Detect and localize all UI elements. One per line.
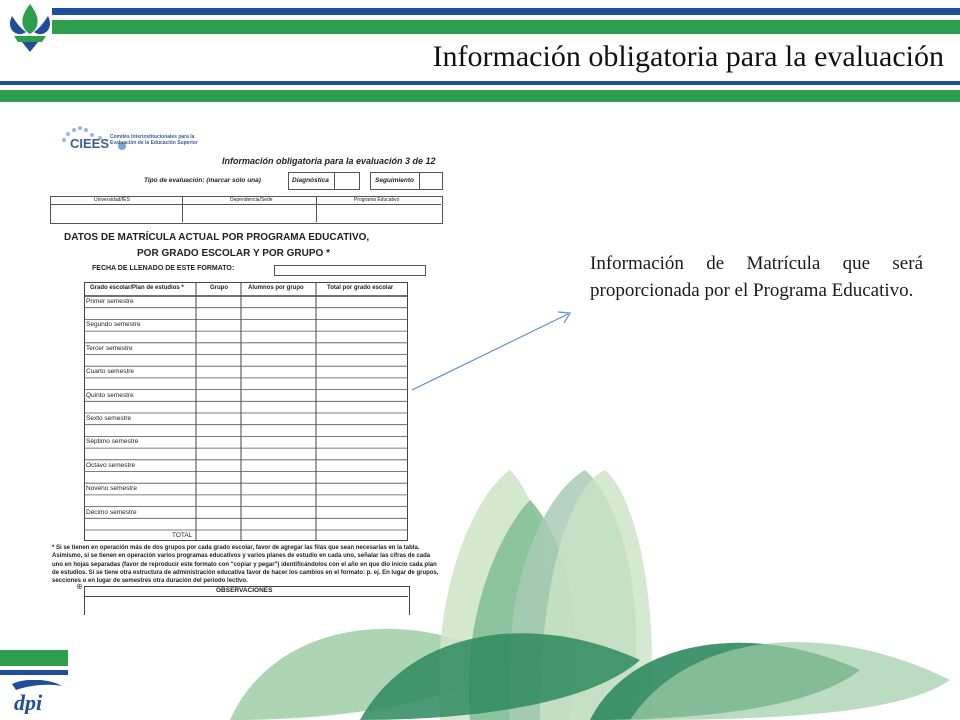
th-grupo: Grupo: [210, 285, 228, 291]
header-stripe-green: [52, 20, 960, 34]
section-title-1: DATOS DE MATRÍCULA ACTUAL POR PROGRAMA EDUCATIVO,: [64, 232, 370, 243]
table-row-label: Cuarto semestre: [86, 368, 135, 376]
table-row-label: Noveno semestre: [86, 485, 137, 493]
eval-type-label: Tipo de evaluación: (marcar sólo una): [144, 177, 261, 184]
title-underline-blue: [0, 81, 960, 85]
col-universidad: Universidad/IES: [94, 197, 130, 203]
fill-date-field: [274, 265, 426, 276]
table-row-label: Segundo semestre: [86, 321, 141, 329]
university-logo: [6, 2, 54, 54]
th-total: Total por grado escolar: [327, 285, 394, 291]
description-text: Información de Matrícula que será proporcionada por el Programa Educativo.: [590, 253, 923, 301]
pointer-arrow: [400, 300, 590, 400]
observations-label: OBSERVACIONES: [216, 587, 273, 594]
doc-title: Información obligatoria para la evaluación 3 de 12: [222, 156, 436, 166]
dpi-logo: [4, 680, 68, 714]
option-diagnostica: Diagnóstica: [292, 177, 329, 184]
option-seguimiento: Seguimiento: [375, 177, 415, 184]
th-alumnos: Alumnos por grupo: [248, 285, 304, 291]
col-programa: Programa Educativo: [354, 197, 400, 203]
th-grado: Grado escolar/Plan de estudios *: [90, 285, 184, 291]
org-name-line2: Evaluación de la Educación Superior: [110, 140, 198, 146]
total-label: TOTAL: [172, 532, 193, 539]
doc-note: * Si se tienen en operación más de dos grupos por cada grado escolar, favor de agregar las filas que sean necesarias en la tabla. Asimismo, si se tienen en operación varios programas educativos y varios planes de estudio en cada uno, señalar las cifras de cada uno en hojas separadas (favor de reproducir este formato con "copiar y pegar") identificándolos con el año en que dio inicio cada plan de estudios. Si se tiene otra estructura de administración educativa favor de hacer los cambios en el formato: p. ej. En lugar de grupos, secciones o en lugar de semestres otra duración del periodo lectivo.: [52, 545, 439, 585]
table-row-label: Quinto semestre: [86, 391, 134, 399]
footer-stripe-blue: [0, 670, 68, 675]
fill-date-label: FECHA DE LLENADO DE ESTE FORMATO:: [92, 265, 235, 272]
header-stripe-blue: [52, 8, 960, 15]
title-underline-green: [0, 90, 960, 102]
table-row-label: Tercer semestre: [86, 344, 133, 352]
add-icon: ⊕: [76, 582, 83, 591]
col-dependencia: Dependencia/Sede: [230, 197, 273, 203]
table-row-label: Sexto semestre: [86, 415, 132, 422]
table-row-label: Octavo semestre: [86, 461, 136, 469]
ciees-logo-text: CIEES: [70, 136, 110, 151]
table-row-label: Primer semestre: [86, 298, 134, 305]
document-preview: [48, 124, 441, 614]
section-title-2: POR GRADO ESCOLAR Y POR GRUPO *: [137, 248, 330, 259]
footer-stripe-green: [0, 650, 68, 666]
svg-text:dpi: dpi: [14, 690, 43, 714]
org-name-line1: Comités Interinstitucionales para la: [110, 134, 195, 140]
table-row-label: Décimo semestre: [86, 508, 137, 516]
page-title: Información obligatoria para la evaluación: [432, 40, 944, 73]
table-row-label: Séptimo semestre: [86, 438, 139, 446]
